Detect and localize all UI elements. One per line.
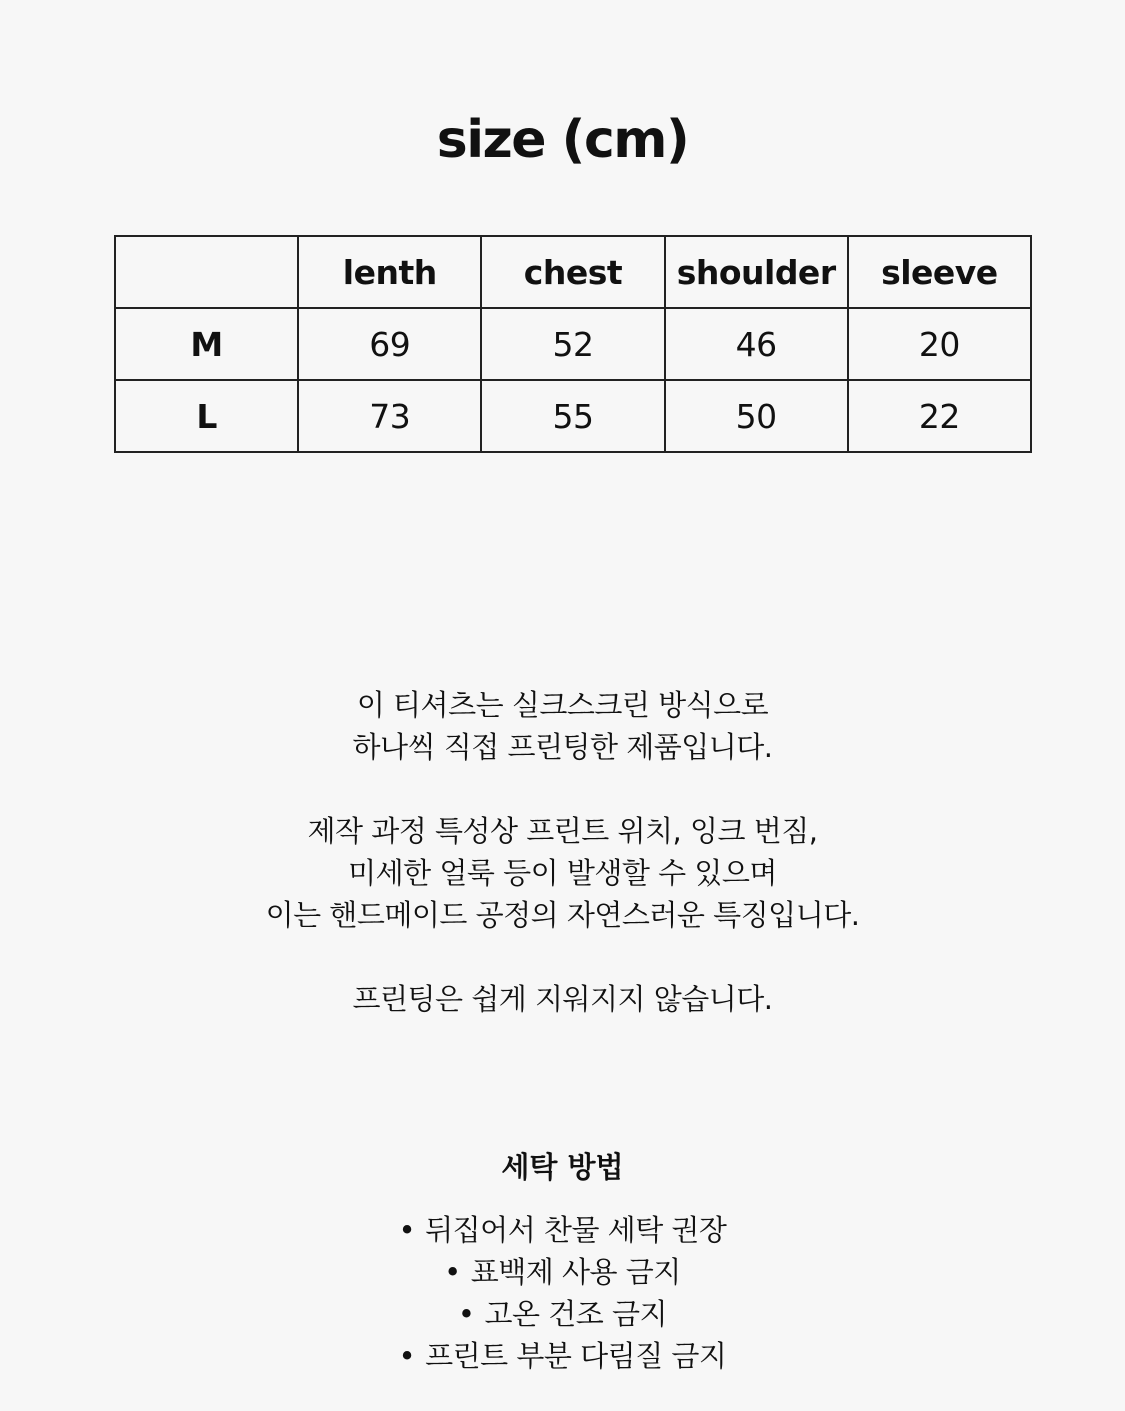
- care-item-text: 프린트 부분 다림질 금지: [425, 1339, 727, 1373]
- table-cell: 50: [665, 380, 848, 452]
- column-header-chest: chest: [481, 236, 664, 308]
- row-size-label: L: [115, 380, 298, 452]
- note-paragraph: [0, 810, 1125, 936]
- note-paragraph: [0, 684, 1125, 768]
- table-cell: 69: [298, 308, 481, 380]
- note-line: 프린팅은 쉽게 지워지지 않습니다.: [352, 982, 773, 1016]
- column-header-shoulder: shoulder: [665, 236, 848, 308]
- care-item-text: 표백제 사용 금지: [470, 1255, 681, 1289]
- list-item: [0, 1209, 1125, 1251]
- bullet-icon: •: [398, 1213, 416, 1247]
- note-line: 제작 과정 특성상 프린트 위치, 잉크 번짐,: [307, 814, 818, 848]
- table-cell: 46: [665, 308, 848, 380]
- column-header-sleeve: sleeve: [848, 236, 1031, 308]
- bullet-icon: •: [444, 1255, 461, 1289]
- row-size-label: M: [115, 308, 298, 380]
- note-line: 이 티셔츠는 실크스크린 방식으로: [356, 688, 769, 722]
- table-cell: 20: [848, 308, 1031, 380]
- bullet-icon: •: [398, 1339, 416, 1373]
- column-header: [115, 236, 298, 308]
- table-cell: 73: [298, 380, 481, 452]
- size-table: [114, 235, 1032, 453]
- care-instructions: [0, 1146, 1125, 1377]
- product-notes: [0, 684, 1125, 1062]
- table-header-row: [115, 236, 1031, 308]
- table-cell: 55: [481, 380, 664, 452]
- care-item-text: 뒤집어서 찬물 세탁 권장: [425, 1213, 727, 1247]
- care-title: 세탁 방법: [501, 1150, 624, 1184]
- list-item: [0, 1335, 1125, 1377]
- table-row: [115, 308, 1031, 380]
- table-row: [115, 380, 1031, 452]
- table-cell: 52: [481, 308, 664, 380]
- column-header-lenth: lenth: [298, 236, 481, 308]
- note-paragraph: [0, 978, 1125, 1020]
- page-title: size (cm): [436, 110, 689, 170]
- list-item: [0, 1293, 1125, 1335]
- care-list: [0, 1209, 1125, 1377]
- table-cell: 22: [848, 380, 1031, 452]
- note-line: 미세한 얼룩 등이 발생할 수 있으며: [348, 856, 777, 890]
- care-item-text: 고온 건조 금지: [484, 1297, 668, 1331]
- note-line: 이는 핸드메이드 공정의 자연스러운 특징입니다.: [265, 898, 860, 932]
- list-item: [0, 1251, 1125, 1293]
- note-line: 하나씩 직접 프린팅한 제품입니다.: [352, 730, 773, 764]
- bullet-icon: •: [457, 1297, 475, 1331]
